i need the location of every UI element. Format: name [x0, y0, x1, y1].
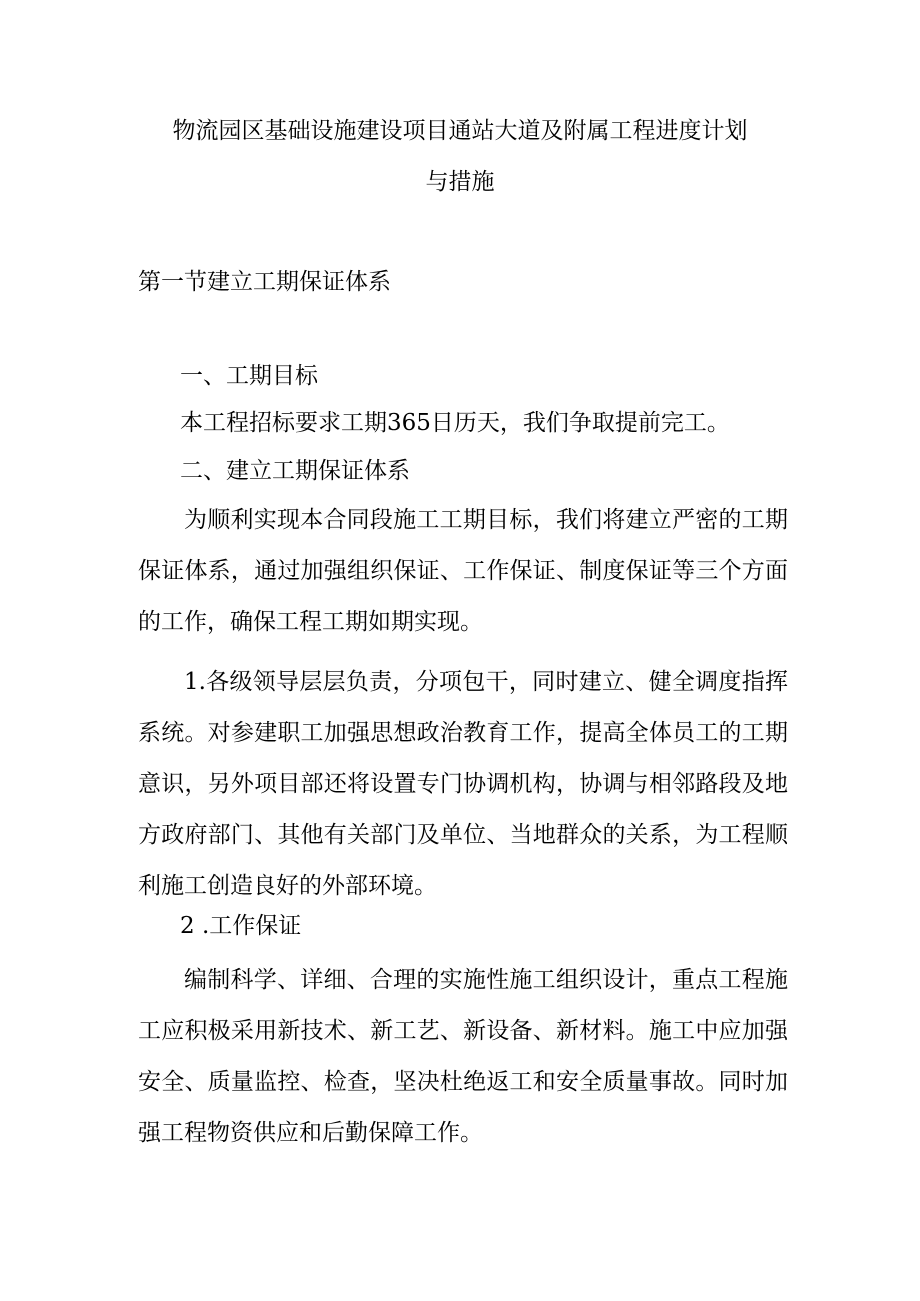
item-2-paragraph: 编制科学、详细、合理的实施性施工组织设计，重点工程施工应积极采用新技术、新工艺、新设备、新材料。施工中应加强安全、质量监控、检查，坚决杜绝返工和安全质量事故。同时加强工程物资供应和后勤保障工作。 — [138, 967, 788, 1146]
document-title-line-2: 与措施 — [425, 169, 495, 195]
item-2-heading: 2 .工作保证 — [180, 913, 302, 939]
subsection-heading-schedule-system: 二、建立工期保证体系 — [180, 458, 410, 484]
subsection-heading-schedule-target: 一、工期目标 — [180, 363, 318, 389]
item-1-paragraph: 1.各级领导层层负责，分项包干，同时建立、健全调度指挥系统。对参建职工加强思想政治教育工作，提高全体员工的工期意识，另外项目部还将设置专门协调机构，协调与相邻路段及地方政府部门、其他有关部门及单位、当地群众的关系，为工程顺利施工创造良好的外部环境。 — [138, 669, 788, 899]
schedule-target-text: 本工程招标要求工期365日历天，我们争取提前完工。 — [180, 410, 730, 436]
section-heading: 第一节建立工期保证体系 — [138, 269, 391, 295]
schedule-system-paragraph: 为顺利实现本合同段施工工期目标，我们将建立严密的工期保证体系，通过加强组织保证、工作保证、制度保证等三个方面的工作，确保工程工期如期实现。 — [138, 507, 788, 635]
document-title-line-1: 物流园区基础设施建设项目通站大道及附属工程进度计划 — [172, 118, 748, 144]
